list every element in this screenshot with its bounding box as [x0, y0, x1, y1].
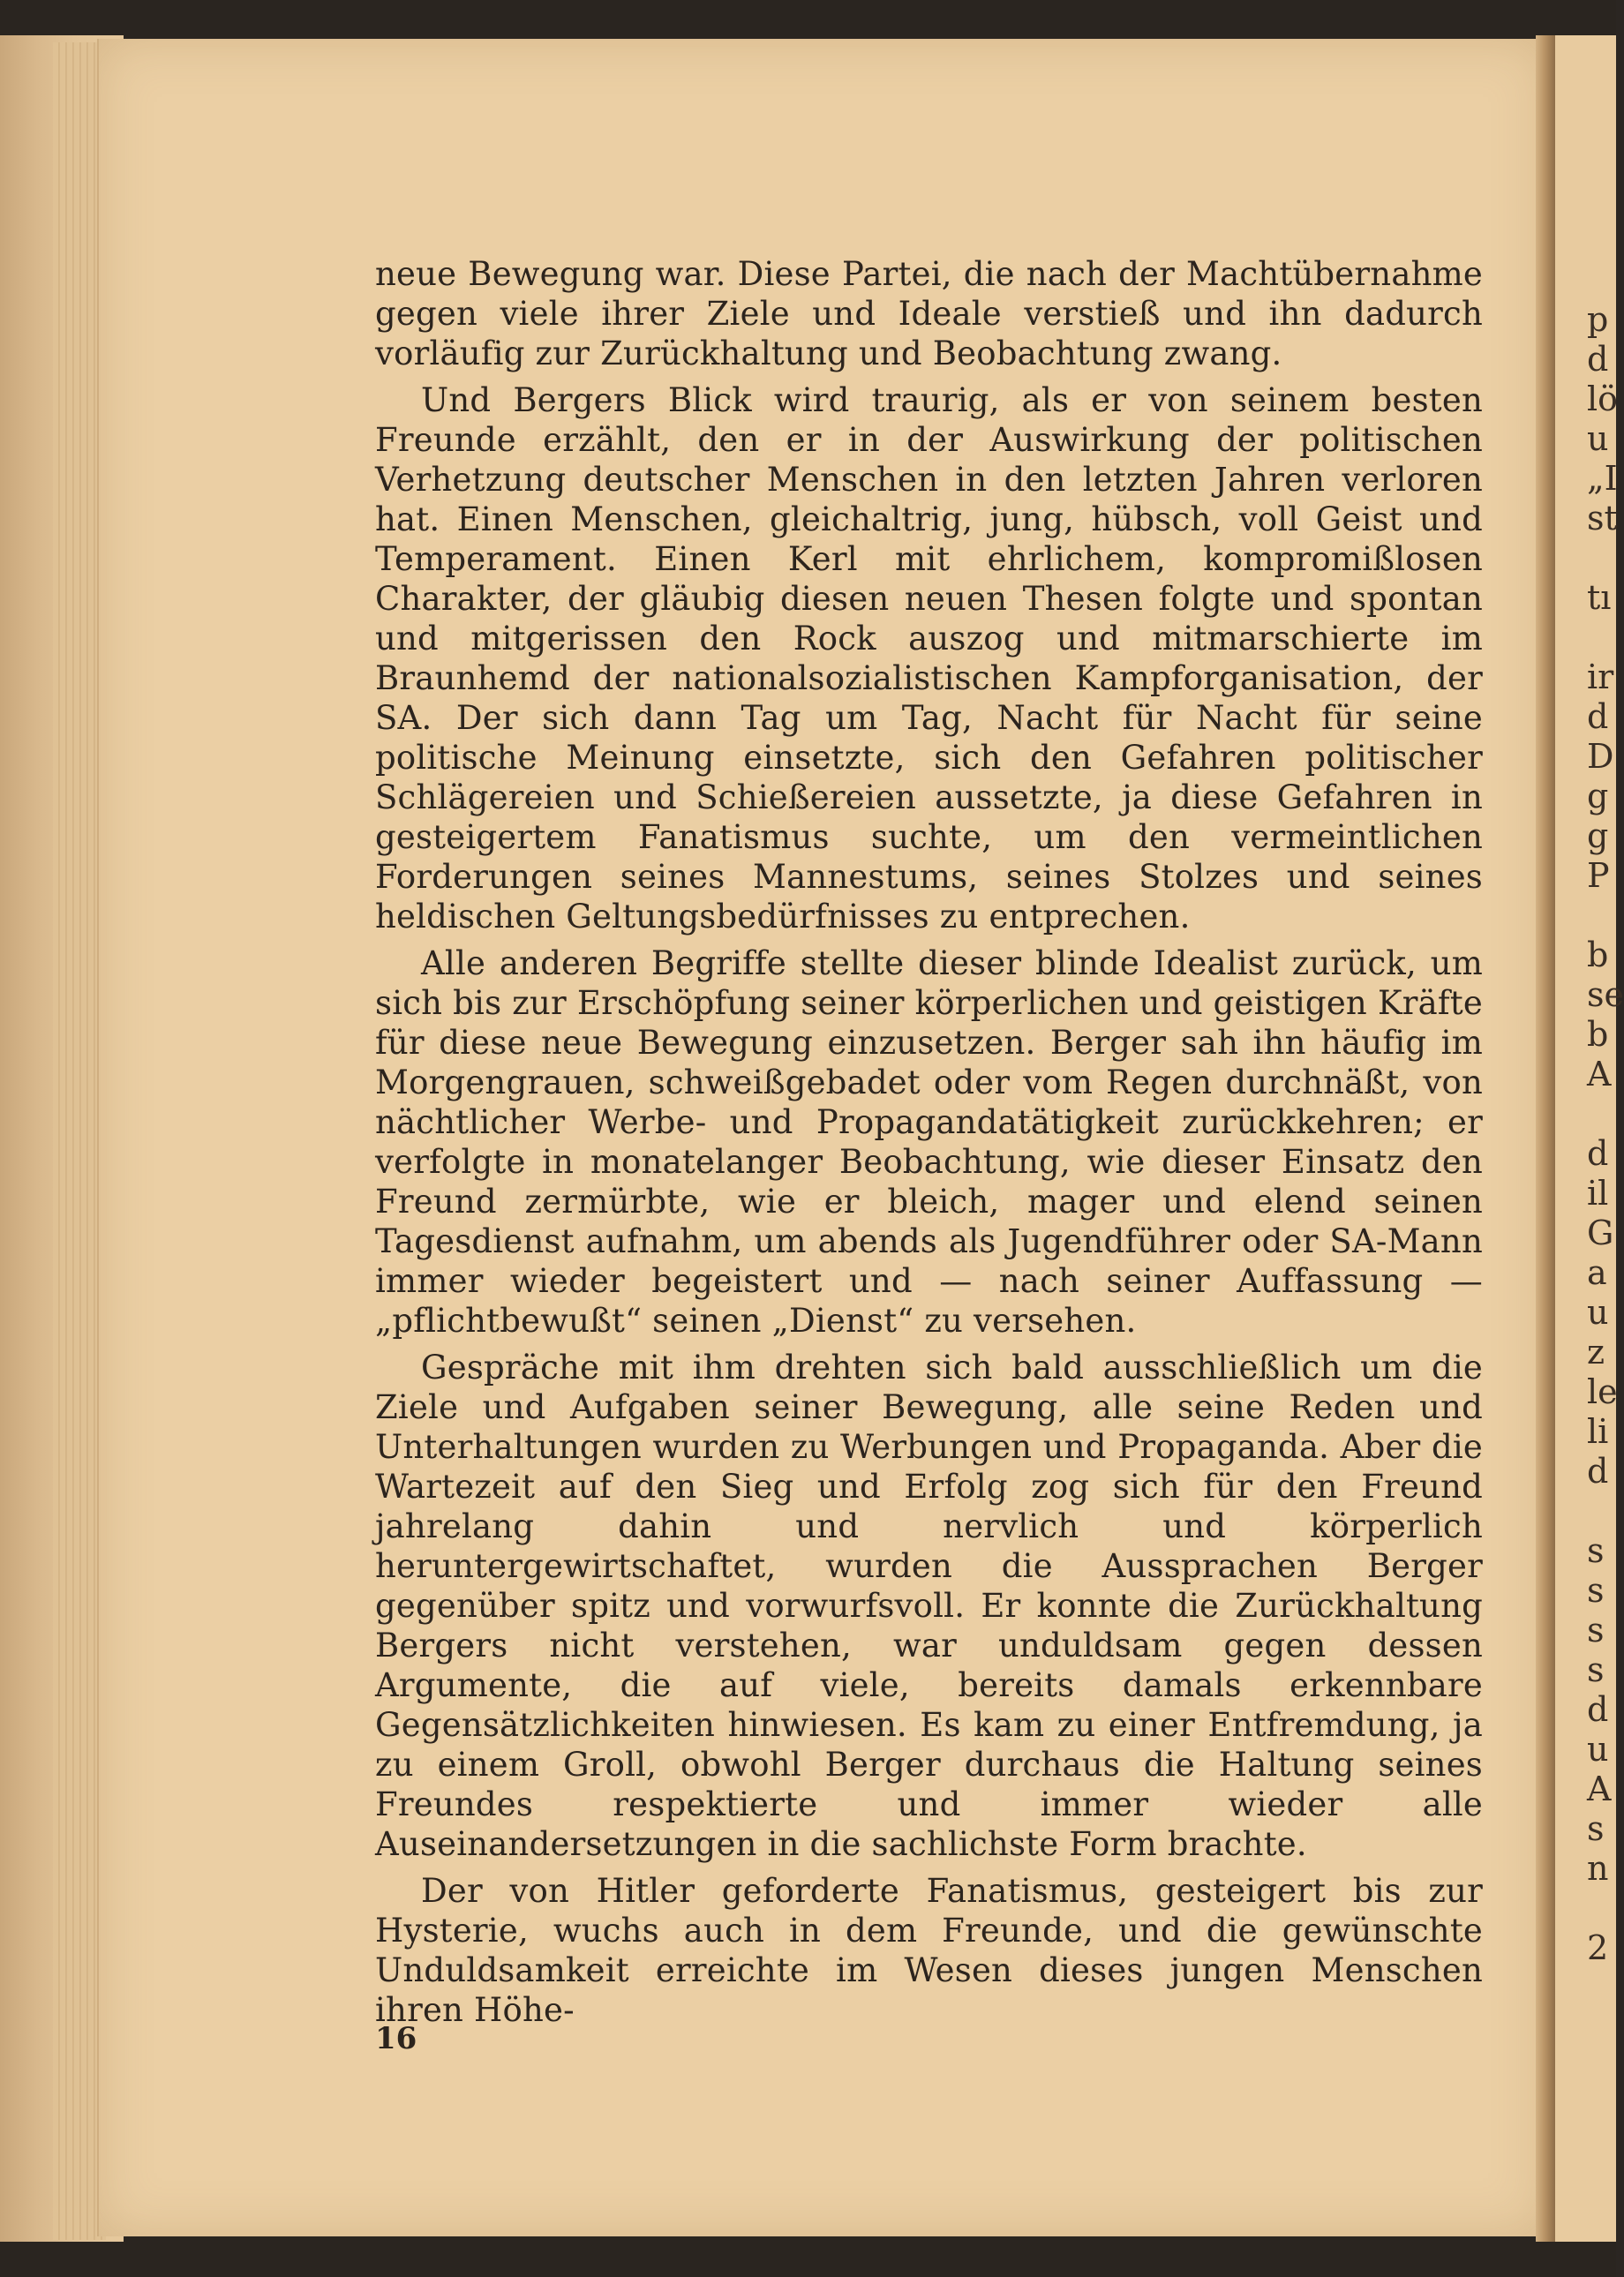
facing-page-fragment: n: [1587, 1849, 1609, 1888]
paragraph-5: Der von Hitler geforderte Fanatismus, gesteigert bis zur Hysterie, wuchs auch in dem Freunde, und die gewünschte Unduldsamkeit erreichte im Wesen dieses jungen Menschen ihren Höhe-: [375, 1872, 1483, 2029]
paragraph-4: Gespräche mit ihm drehten sich bald ausschließlich um die Ziele und Aufgaben seiner Bewegung, alle seine Reden und Unterhaltungen wurden zu Werbungen und Propaganda. Aber die Wartezeit auf den Sieg und Erfolg zog sich für den Freund jahrelang dahin und nervlich und körperlich heruntergewirtschaftet, wurden die Aussprachen Berger gegenüber spitz und vorwurfsvoll. Er konnte die Zurückhaltung Bergers nicht verstehen, war unduldsam gegen dessen Argumente, die auf viele, bereits damals erkennbare Gegensätzlichkeiten hinwiesen. Es kam zu einer Entfremdung, ja zu einem Groll, obwohl Berger durchaus die Haltung seines Freundes respektierte und immer wieder alle Auseinandersetzungen in die sachlichste Form brachte.: [375, 1349, 1483, 1863]
facing-page-fragment: g: [1587, 816, 1609, 855]
facing-page-fragment: [1587, 1492, 1624, 1531]
facing-page-fragment: lö: [1587, 380, 1619, 418]
facing-page-fragment: p: [1587, 300, 1609, 339]
facing-page-text-fragments: [1587, 300, 1624, 1968]
facing-page-fragment: d: [1587, 1690, 1609, 1729]
facing-page-fragment: u: [1587, 1730, 1609, 1769]
book-gutter: [1536, 35, 1555, 2242]
facing-page-fragment: d: [1587, 340, 1609, 379]
facing-page-fragment: ir: [1587, 658, 1614, 696]
facing-page-fragment: b: [1587, 1015, 1609, 1054]
facing-page-fragment: s: [1587, 1531, 1605, 1570]
facing-page-fragment: P: [1587, 856, 1610, 895]
facing-page-fragment: d: [1587, 1452, 1609, 1491]
facing-page-fragment: b: [1587, 936, 1609, 974]
facing-page-fragment: 2: [1587, 1928, 1609, 1967]
facing-page-fragment: G: [1587, 1214, 1614, 1252]
paragraph-3: Alle anderen Begriffe stellte dieser blinde Idealist zurück, um sich bis zur Erschöpfung seiner körperlichen und geistigen Kräfte für diese neue Bewegung einzusetzen. Berger sah ihn häufig im Morgengrauen, schweißgebadet oder vom Regen durchnäßt, von nächtlicher Werbe- und Propagandatätigkeit zurückkehren; er verfolgte in monatelanger Beobachtung, wie dieser Einsatz den Freund zermürbte, wie er bleich, mager und elend seinen Tagesdienst aufnahm, um abends als Jugendführer oder SA-Mann immer wieder begeistert und — nach seiner Auffassung — „pflichtbewußt“ seinen „Dienst“ zu versehen.: [375, 944, 1483, 1340]
facing-page-fragment: s: [1587, 1650, 1605, 1689]
facing-page-fragment: [1587, 618, 1624, 658]
facing-page-fragment: s: [1587, 1611, 1605, 1650]
facing-page-fragment: li: [1587, 1412, 1609, 1451]
facing-page-fragment: D: [1587, 737, 1614, 776]
facing-page-fragment: st: [1587, 499, 1618, 537]
facing-page-fragment: tı: [1587, 578, 1612, 617]
scan-bottom-border: [0, 2242, 1616, 2277]
page-body-text: [375, 254, 1483, 2030]
facing-page-fragment: le: [1587, 1372, 1618, 1411]
facing-page-fragment: z: [1587, 1333, 1605, 1371]
facing-page-fragment: [1587, 1094, 1624, 1134]
facing-page-fragment: a: [1587, 1253, 1607, 1292]
facing-page-fragment: il: [1587, 1174, 1609, 1213]
facing-page-fragment: s: [1587, 1809, 1605, 1848]
paragraph-1: neue Bewegung war. Diese Partei, die nach der Machtübernahme gegen viele ihrer Ziele und Ideale verstieß und ihn dadurch vorläufig zur Zurückhaltung und Beobachtung zwang.: [375, 255, 1483, 372]
facing-page-fragment: d: [1587, 1134, 1609, 1173]
page-number: 16: [375, 2021, 417, 2056]
facing-page-fragment: [1587, 1889, 1624, 1928]
facing-page-fragment: s: [1587, 1571, 1605, 1610]
facing-page-fragment: A: [1587, 1055, 1612, 1093]
facing-page-fragment: A: [1587, 1770, 1612, 1808]
facing-page-fragment: [1587, 896, 1624, 936]
facing-page-fragment: „I: [1587, 459, 1618, 498]
facing-page-fragment: [1587, 538, 1624, 578]
facing-page-fragment: se: [1587, 975, 1624, 1014]
facing-page-fragment: u: [1587, 419, 1609, 458]
facing-page-fragment: g: [1587, 777, 1609, 815]
facing-page-fragment: u: [1587, 1293, 1609, 1332]
facing-page-fragment: d: [1587, 697, 1609, 736]
paragraph-2: Und Bergers Blick wird traurig, als er von seinem besten Freunde erzählt, den er in der Auswirkung der politischen Verhetzung deutscher Menschen in den letzten Jahren verloren hat. Einen Menschen, gleichaltrig, jung, hübsch, voll Geist und Temperament. Einen Kerl mit ehrlichem, kompromißlosen Charakter, der gläubig diesen neuen Thesen folgte und spontan und mitgerissen den Rock auszog und mitmarschierte im Braunhemd der nationalsozialistischen Kampforganisation, der SA. Der sich dann Tag um Tag, Nacht für Nacht für seine politische Meinung einsetzte, sich den Gefahren politischer Schlägereien und Schießereien aussetzte, ja diese Gefahren in gesteigertem Fanatismus suchte, um den vermeintlichen Forderungen seines Mannestums, seines Stolzes und seines heldischen Geltungsbedürfnisses zu entprechen.: [375, 381, 1483, 936]
